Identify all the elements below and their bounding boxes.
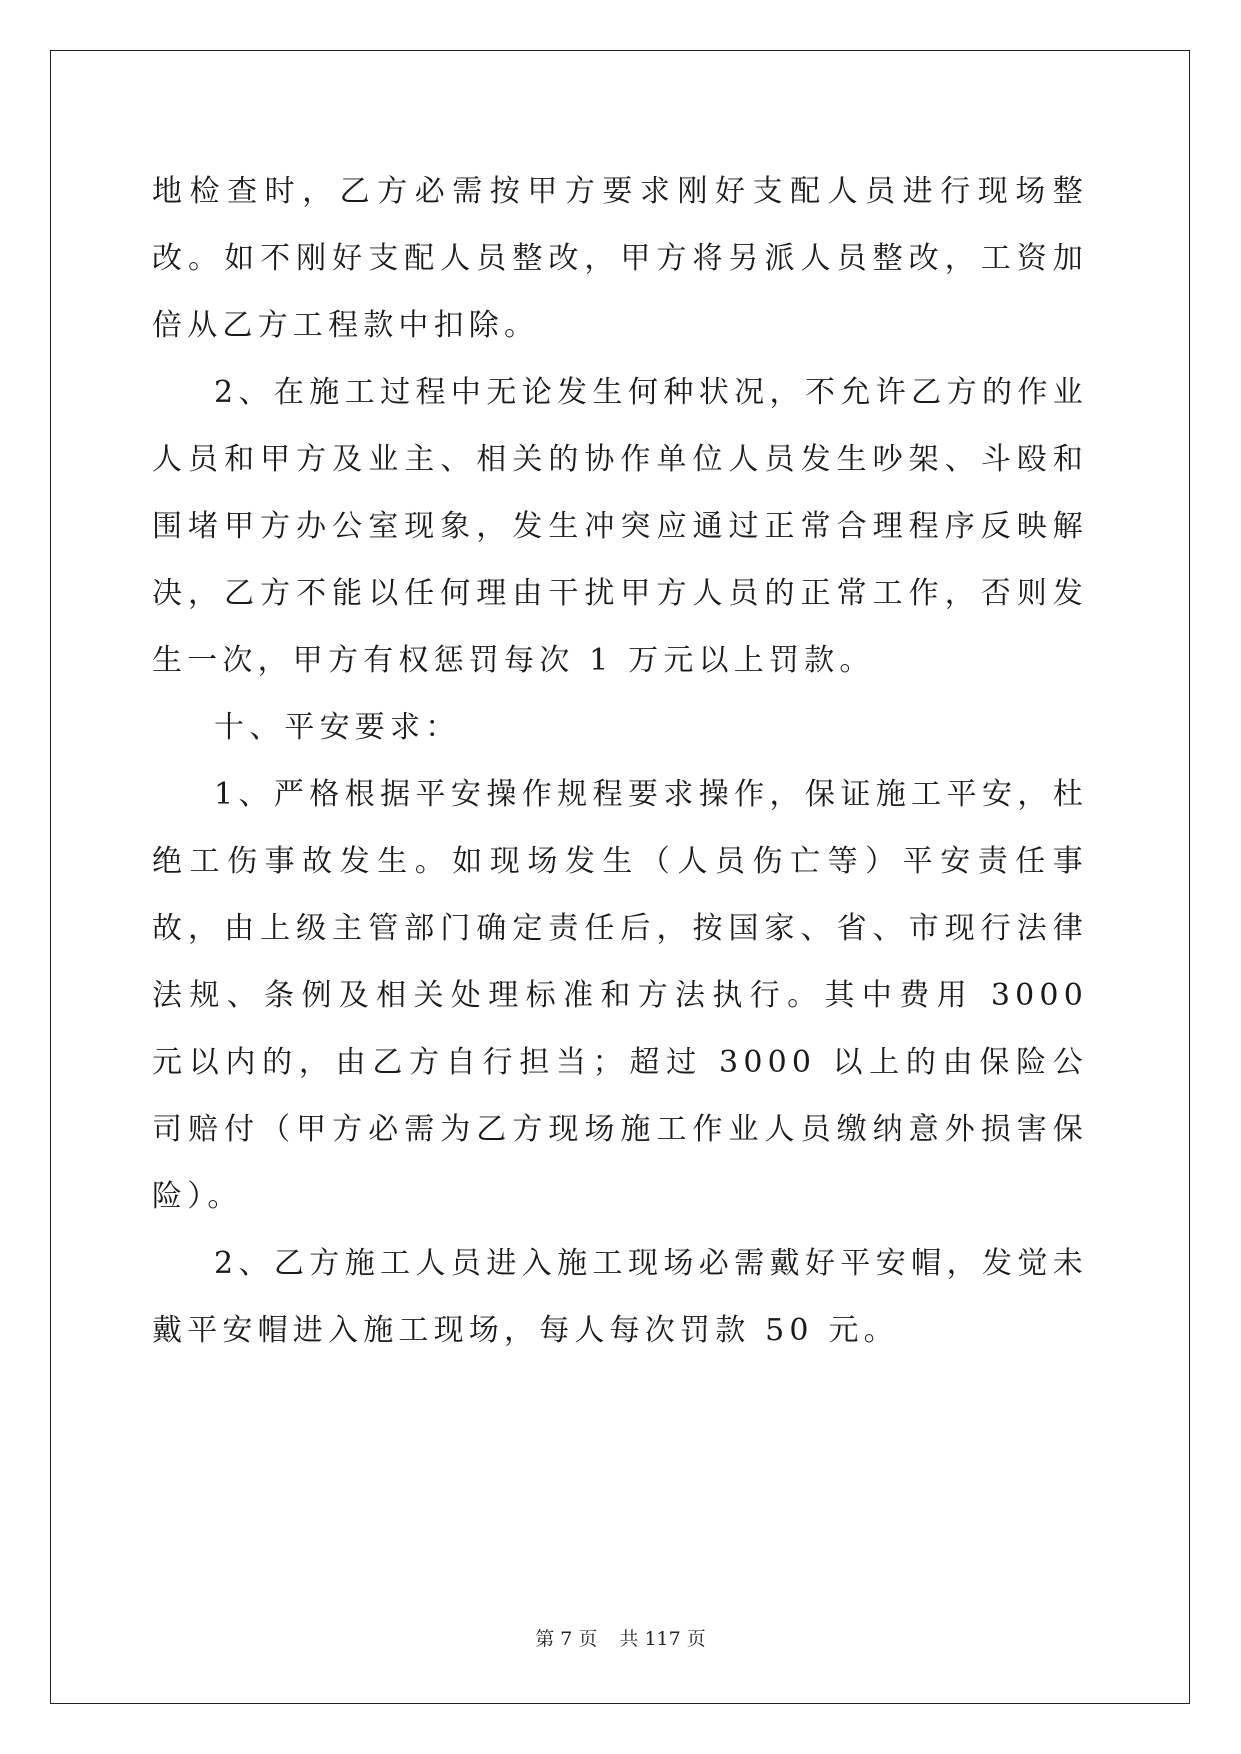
section-heading-safety: 十、平安要求：: [214, 710, 461, 745]
paragraph-continuation: 地检查时，乙方必需按甲方要求刚好支配人员进行现场整改。如不刚好支配人员整改，甲方将另派人员整改，工资加倍从乙方工程款中扣除。: [152, 174, 1088, 343]
page-number: 第 7 页: [535, 1628, 598, 1650]
page-footer: [0, 1627, 1241, 1651]
paragraph-item-2: 2、在施工过程中无论发生何种状况，不允许乙方的作业人员和甲方及业主、相关的协作单位人员发生吵架、斗殴和围堵甲方办公室现象，发生冲突应通过正常合理程序反映解决，乙方不能以任何理由干扰甲方人员的正常工作，否则发生一次，甲方有权惩罚每次 1 万元以上罚款。: [152, 375, 1088, 678]
document-body: [152, 158, 1088, 1364]
paragraph-safety-item-2: 2、乙方施工人员进入施工现场必需戴好平安帽，发觉未戴平安帽进入施工现场，每人每次罚款 50 元。: [152, 1246, 1088, 1348]
page-total: 共 117 页: [619, 1628, 706, 1650]
paragraph-safety-item-1: 1、严格根据平安操作规程要求操作，保证施工平安，杜绝工伤事故发生。如现场发生（人员伤亡等）平安责任事故，由上级主管部门确定责任后，按国家、省、市现行法律法规、条例及相关处理标准和方法执行。其中费用 3000 元以内的，由乙方自行担当；超过 3000 以上的由保险公司赔付（甲方必需为乙方现场施工作业人员缴纳意外损害保险）。: [152, 777, 1088, 1214]
